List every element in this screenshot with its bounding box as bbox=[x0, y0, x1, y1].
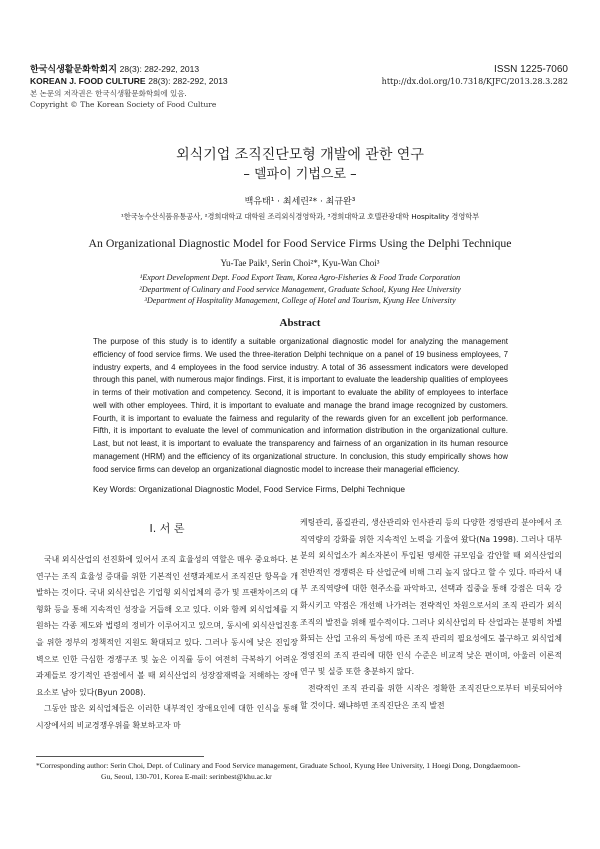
issn: ISSN 1225-7060 bbox=[494, 64, 568, 75]
title-korean: 외식기업 조직진단모형 개발에 관한 연구 bbox=[176, 147, 424, 163]
affiliation-1: ¹Export Development Dept. Food Export Team, Korea Agro-Fisheries & Food Trade Corporation bbox=[139, 273, 461, 282]
affiliations-korean: ¹한국농수산식품유통공사, ²경희대학교 대학원 조리외식경영학과, ³경희대학교 호텔관광대학 Hospitality 경영학부 bbox=[120, 212, 480, 221]
affiliation-3: ³Department of Hospitality Management, College of Hotel and Tourism, Kyung Hee University bbox=[144, 296, 456, 305]
authors-english: Yu-Tae Paik¹, Serin Choi²*, Kyu-Wan Choi³ bbox=[220, 258, 380, 268]
copyright-ko: 본 논문의 저작권은 한국식생활문화학회에 있음. bbox=[30, 89, 187, 98]
affiliations-english bbox=[30, 272, 570, 307]
keywords-list: Organizational Diagnostic Model, Food Service Firms, Delphi Technique bbox=[138, 484, 406, 494]
affiliation-2: ²Department of Culinary and Food service Management, Graduate School, Kyung Hee University bbox=[139, 284, 461, 294]
footnote-line-2: Gu, Seoul, 130-701, Korea E-mail: serinbest@khu.ac.kr bbox=[101, 772, 272, 781]
authors-korean: 백유태¹ · 최세린²* · 최규완³ bbox=[244, 197, 356, 207]
journal-volume-ko: 28(3): 282-292, 2013 bbox=[119, 64, 200, 74]
abstract-text: The purpose of this study is to identify a suitable organizational diagnostic model for analyzing the management efficiency of food service firms. We used the three-iteration Delphi technique on a panel of 19 business employees, 7 industry experts, and 4 employees in the food service industry. A total of 36 assessment indicators were developed through this panel, with numerous major findings. First, it is important to evaluate the leadership qualities of employees in terms of their motivation and competency. Second, it is important to evaluate the ability of employees to interface well with other employees. Third, it is important to evaluate and manage the brand image recognized by customers. Fourth, it is important to evaluate the fairness and regularity of the rewards given for an excellent job performance. Fifth, it is important to evaluate the level of communication and information distribution in the organizational culture. Last, but not least, it is important to evaluate the transparency and fairness of an organization in its human resource management (HRM) and the efficiency of its organizational structure. In conclusion, this study empirically shows how food service firms can develop an organizational diagnostic model to increase their managerial efficiency. bbox=[93, 337, 508, 474]
journal-header bbox=[30, 64, 228, 110]
doi-link[interactable]: http://dx.doi.org/10.7318/KJFC/2013.28.3.282 bbox=[381, 77, 568, 86]
keywords-line bbox=[93, 484, 523, 494]
body-column-right bbox=[300, 515, 562, 714]
journal-name-ko: 한국식생활문화학회지 bbox=[30, 65, 117, 75]
subtitle-korean: – 델파이 기법으로 – bbox=[243, 167, 357, 182]
keywords-label: Key Words: bbox=[93, 484, 137, 494]
body-paragraph: 그동안 많은 외식업체들은 이러한 내부적인 장애요인에 대한 인식을 통해 시장에서의 비교경쟁우위를 확보하고자 마 bbox=[36, 704, 298, 730]
body-paragraph: 전략적인 조직 관리를 위한 시작은 정확한 조직진단으로부터 비롯되어야 할 것이다. 왜냐하면 조직진단은 조직 발전 bbox=[300, 683, 562, 710]
section-heading-introduction: I. 서 론 bbox=[149, 522, 185, 535]
journal-name-en: KOREAN J. FOOD CULTURE bbox=[30, 76, 146, 86]
journal-volume-en: 28(3): 282-292, 2013 bbox=[148, 76, 228, 86]
footnote-divider bbox=[36, 756, 204, 757]
body-paragraph: 케팅관리, 품질관리, 생산관리와 인사관리 등의 다양한 경영관리 분야에서 조직역량의 강화를 위한 지속적인 노력을 기울여 왔다(Na 1998). 그러나 대부분의 외식업소가 최소자본이 투입된 영세한 규모임을 감안할 때 외식산업의 전반적인 경쟁력은 타 산업군에 비해 그리 높지 않다고 할 수 있다. 따라서 내부 조직역량에 대한 현주소를 파악하고, 선택과 집중을 통해 강점은 더욱 강화시키고 약점은 개선해 나가려는 전략적인 차원으로서의 조직 관리가 외식조직의 발전을 위해 필수적이다. 그러나 외식산업의 타 산업과는 분명히 차별화되는 산업 고유의 특성에 따른 조직 관리의 필요성에도 불구하고 외식업체 경영진의 조직 관리에 대한 인식 수준은 비교적 낮은 편이며, 아울러 이론적 연구 및 실증 또한 충분하지 않다. bbox=[300, 518, 562, 677]
abstract-heading: Abstract bbox=[279, 317, 321, 329]
corresponding-author-footnote bbox=[36, 760, 566, 782]
title-english: An Organizational Diagnostic Model for Food Service Firms Using the Delphi Technique bbox=[88, 236, 512, 250]
footnote-line-1: *Corresponding author: Serin Choi, Dept. of Culinary and Food Service management, Graduate School, Kyung Hee University, 1 Hoegi Dong, Dongdaemoon- bbox=[36, 761, 521, 770]
issn-doi-block bbox=[382, 64, 568, 88]
body-column-left bbox=[36, 552, 298, 735]
title-block bbox=[30, 146, 570, 307]
copyright-en: Copyright © The Korean Society of Food Culture bbox=[30, 100, 217, 109]
body-paragraph: 국내 외식산업의 선진화에 있어서 조직 효율성의 역할은 매우 중요하다. 본 연구는 조직 효율성 증대를 위한 기본적인 선행과제로서 조직진단 항목을 개발하는 것이다. 국내 외식산업은 기업형 외식업체의 증가 및 프랜차이즈의 대형화 등을 통해 지속적인 성장을 거듭해 오고 있다. 이와 함께 외식업체를 지원하는 각종 제도와 법령의 정비가 이루어지고 있으며, 동시에 외식산업진흥을 위한 정부의 정책적인 지원도 확대되고 있다. 그러나 동시에 낮은 진입장벽으로 인한 극심한 경쟁구조 및 높은 이직률 등이 여전히 극복하기 어려운 과제들로 장기적인 관점에서 볼 때 외식산업의 성장잠재력을 저해하는 장애요소로 남아 있다(Byun 2008). bbox=[36, 555, 298, 697]
